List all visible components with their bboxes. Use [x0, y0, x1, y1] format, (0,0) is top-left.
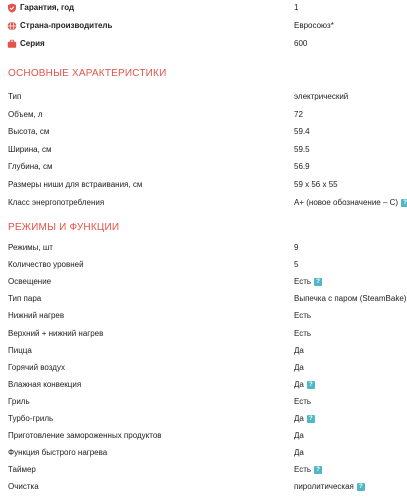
spec-label: Страна-производитель: [20, 21, 113, 30]
spec-row: [0, 91, 407, 103]
spec-label: Таймер: [8, 465, 36, 475]
spec-value-text: A+ (новое обозначение – C): [294, 197, 399, 207]
spec-value: [294, 464, 322, 476]
spec-row: [0, 413, 407, 425]
spec-label: Тип пара: [8, 294, 42, 304]
spec-row: [0, 328, 407, 340]
spec-value: [294, 179, 338, 191]
spec-label: Класс энергопотребления: [8, 197, 105, 207]
spec-value: [294, 447, 304, 459]
spec-label: Глубина, см: [8, 162, 53, 172]
spec-value: [294, 242, 298, 254]
spec-value-text: Да: [294, 345, 304, 355]
section-title-main: ОСНОВНЫЕ ХАРАКТЕРИСТИКИ: [8, 68, 167, 79]
spec-value-text: Да: [294, 362, 304, 372]
spec-label: Верхний + нижний нагрев: [8, 328, 104, 338]
spec-label: Горячий воздух: [8, 362, 65, 372]
spec-value: [294, 310, 311, 322]
spec-label: Нижний нагрев: [8, 311, 65, 321]
spec-value-text: Есть: [294, 328, 312, 338]
spec-label: Режимы, шт: [8, 243, 53, 252]
spec-value: [294, 144, 310, 156]
spec-label: Гриль: [8, 396, 30, 406]
spec-label: Ширина, см: [8, 144, 52, 154]
spec-value: [294, 430, 304, 442]
help-icon[interactable]: ?: [307, 415, 315, 423]
spec-label: Тип: [8, 92, 22, 101]
briefcase-icon: [7, 39, 17, 49]
spec-value: [294, 481, 365, 493]
spec-label: Количество уровней: [8, 260, 84, 270]
spec-row: [0, 481, 407, 493]
spec-value-text: 56.9: [294, 162, 310, 172]
spec-value-text: 59 x 56 x 55: [294, 180, 338, 189]
spec-label: Влажная конвекция: [8, 379, 82, 389]
spec-label: Высота, см: [8, 127, 50, 137]
help-icon[interactable]: ?: [314, 278, 322, 286]
spec-value: [294, 91, 348, 103]
spec-value-text: электрический: [294, 92, 349, 101]
spec-value: [294, 109, 303, 121]
spec-value-text: 59.5: [294, 144, 310, 154]
spec-row-warranty: [0, 2, 407, 14]
spec-row: [0, 259, 407, 271]
spec-row: [0, 379, 407, 391]
spec-value-text: 5: [294, 260, 299, 270]
spec-value-text: Есть: [294, 465, 312, 475]
spec-row: [0, 310, 407, 322]
spec-label: Пицца: [8, 345, 32, 355]
spec-label: Функция быстрого нагрева: [8, 448, 108, 458]
spec-row: [0, 161, 407, 173]
spec-row: [0, 430, 407, 442]
spec-value: [294, 379, 315, 391]
spec-value: [294, 293, 406, 305]
help-icon[interactable]: ?: [401, 199, 407, 207]
spec-row-country: [0, 20, 407, 32]
spec-label: Гарантия, год: [20, 3, 75, 12]
spec-label: Объем, л: [8, 109, 43, 119]
spec-row: [0, 464, 407, 476]
spec-row: [0, 126, 407, 138]
spec-value: [294, 276, 322, 288]
spec-value: 600: [294, 39, 308, 48]
spec-value-text: пиролитическая: [294, 482, 354, 492]
spec-label: Приготовление замороженных продуктов: [8, 431, 162, 441]
spec-label: Освещение: [8, 277, 52, 287]
spec-row: [0, 362, 407, 374]
spec-value: [294, 362, 304, 374]
spec-row: [0, 293, 407, 305]
spec-value-text: Есть: [294, 396, 312, 406]
globe-icon: [7, 21, 17, 31]
spec-row: [0, 276, 407, 288]
spec-value: Евросоюз*: [294, 21, 334, 30]
spec-row-series: [0, 38, 407, 50]
spec-value: [294, 345, 304, 357]
spec-value-text: Да: [294, 448, 304, 458]
spec-row: [0, 242, 407, 254]
spec-label: Серия: [20, 39, 45, 48]
spec-value: [294, 197, 407, 209]
spec-value: [294, 161, 310, 173]
spec-value: 1: [294, 3, 299, 12]
help-icon[interactable]: ?: [314, 466, 322, 474]
spec-row: [0, 109, 407, 121]
shield-check-icon: [7, 3, 17, 13]
spec-value-text: Выпечка с паром (SteamBake): [294, 294, 407, 304]
spec-value-text: Да: [294, 431, 304, 441]
spec-value-text: Да: [294, 414, 304, 423]
section-title-modes: РЕЖИМЫ И ФУНКЦИИ: [8, 222, 120, 233]
spec-value: [294, 413, 315, 425]
spec-value-text: Есть: [294, 311, 312, 321]
spec-value-text: 59.4: [294, 127, 310, 137]
spec-row: [0, 396, 407, 408]
spec-value: [294, 396, 311, 408]
spec-value: [294, 126, 310, 138]
spec-value-text: 72: [294, 109, 303, 119]
help-icon[interactable]: ?: [357, 483, 365, 491]
spec-value: [294, 328, 311, 340]
spec-value-text: Да: [294, 379, 304, 389]
spec-row: [0, 345, 407, 357]
spec-row: [0, 447, 407, 459]
help-icon[interactable]: ?: [307, 381, 315, 389]
spec-value-text: Есть: [294, 277, 312, 287]
spec-value: [294, 259, 298, 271]
spec-label: Турбо-гриль: [8, 414, 54, 423]
spec-row: [0, 144, 407, 156]
spec-value-text: 9: [294, 243, 299, 252]
spec-label: Размеры ниши для встраивания, см: [8, 180, 143, 189]
spec-row: [0, 179, 407, 191]
spec-row: [0, 197, 407, 209]
spec-label: Очистка: [8, 482, 39, 492]
